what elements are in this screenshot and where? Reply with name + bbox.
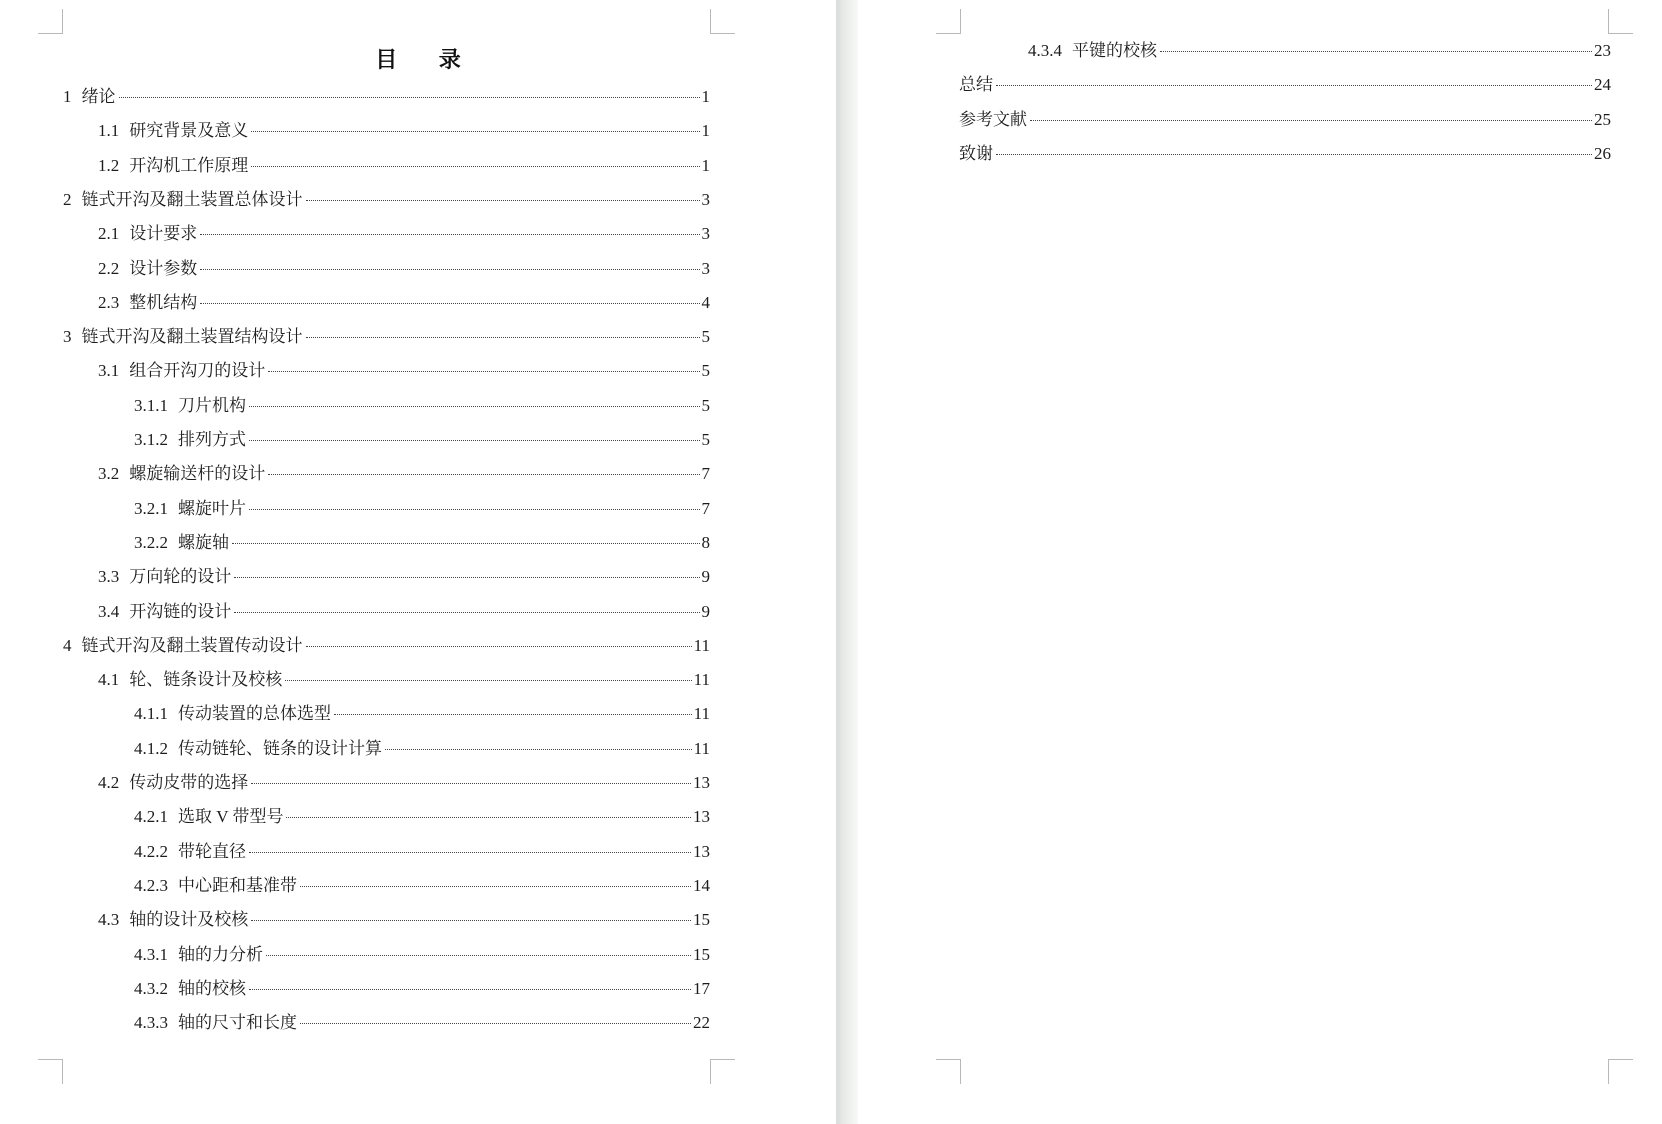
toc-entry-title: 链式开沟及翻土装置总体设计	[81, 189, 303, 209]
dot-leader	[200, 269, 699, 270]
toc-entry-title: 轴的力分析	[178, 944, 263, 964]
toc-entry-title: 开沟链的设计	[129, 601, 232, 621]
toc-entry-number: 3.1.2	[134, 430, 168, 449]
toc-entry-page: 23	[1594, 41, 1611, 60]
toc-entry-number: 4	[63, 635, 72, 655]
toc-entry-title: 平键的校核	[1072, 41, 1157, 60]
dot-leader	[996, 85, 1592, 86]
crop-mark-top-right	[710, 9, 735, 34]
toc-entry-number: 2.1	[98, 224, 120, 244]
toc-entry[interactable]	[134, 841, 710, 863]
toc-entry-title: 螺旋输送杆的设计	[129, 464, 266, 484]
toc-entry[interactable]	[134, 978, 710, 1000]
toc-entry-page: 4	[701, 292, 710, 312]
toc-entry[interactable]	[98, 223, 710, 245]
dot-leader	[249, 509, 700, 510]
toc-entry-title: 链式开沟及翻土装置结构设计	[81, 327, 303, 347]
toc-entry-number: 2	[63, 189, 72, 209]
crop-mark-bottom-left	[38, 1059, 63, 1084]
toc-entry-page: 8	[701, 532, 710, 552]
toc-entry[interactable]	[63, 86, 710, 108]
dot-leader	[251, 920, 691, 921]
dot-leader	[300, 886, 691, 887]
toc-entry-title: 总结	[959, 75, 993, 95]
crop-mark-bottom-left	[936, 1059, 961, 1084]
toc-entry-title: 螺旋轴	[178, 532, 229, 552]
toc-page-right	[858, 0, 1662, 1124]
toc-entry-title: 轴的校核	[178, 978, 246, 998]
toc-entry-number: 4.3.1	[134, 944, 168, 964]
toc-entry-title: 螺旋叶片	[178, 498, 246, 518]
toc-entry[interactable]	[98, 909, 710, 931]
toc-entry-title: 设计参数	[129, 258, 198, 278]
toc-entry-title: 整机结构	[129, 292, 198, 312]
toc-entry-number: 3.2.1	[134, 498, 168, 518]
toc-entry-page: 3	[701, 189, 710, 209]
dot-leader	[119, 97, 700, 98]
dot-leader	[306, 646, 692, 647]
crop-mark-bottom-right	[1608, 1059, 1633, 1084]
toc-entry-page: 7	[701, 498, 710, 518]
toc-entry[interactable]	[63, 635, 710, 657]
toc-entry-page: 5	[701, 395, 710, 415]
toc-entry-page: 1	[701, 121, 710, 141]
toc-entry-title: 刀片机构	[178, 395, 246, 415]
toc-entry-title: 传动皮带的选择	[129, 773, 249, 792]
toc-entry-title: 轮、链条设计及校核	[129, 670, 283, 690]
toc-entry-title: 参考文献	[959, 109, 1027, 129]
dot-leader	[251, 783, 691, 784]
toc-entry[interactable]	[63, 189, 710, 211]
dot-leader	[234, 577, 699, 578]
toc-entry[interactable]	[959, 143, 1611, 165]
toc-entry-number: 4.1.2	[134, 738, 168, 758]
toc-entry-page: 25	[1594, 109, 1611, 129]
toc-entry-title: 绪论	[81, 87, 116, 106]
toc-entry-title: 组合开沟刀的设计	[129, 361, 266, 381]
toc-entry[interactable]	[134, 944, 710, 966]
toc-entry-page: 5	[701, 327, 710, 347]
toc-entry-page: 22	[693, 1013, 710, 1033]
dot-leader	[266, 955, 691, 956]
toc-entry-page: 24	[1594, 75, 1611, 95]
toc-entry-title: 排列方式	[178, 430, 246, 449]
dot-leader	[300, 1023, 691, 1024]
dot-leader	[200, 303, 699, 304]
dot-leader	[306, 200, 700, 201]
toc-entry[interactable]	[63, 326, 710, 348]
toc-entry-number: 4.2.2	[134, 841, 168, 861]
toc-entry-title: 万向轮的设计	[129, 567, 232, 587]
toc-entry-page: 17	[693, 978, 710, 998]
toc-entry-title: 中心距和基准带	[178, 875, 297, 895]
toc-entry-page: 13	[693, 807, 710, 827]
toc-entry[interactable]	[134, 395, 710, 417]
toc-entry-title: 设计要求	[129, 224, 198, 244]
toc-entry[interactable]	[98, 292, 710, 314]
toc-entry[interactable]	[98, 120, 710, 142]
toc-entry-page: 11	[693, 670, 710, 690]
toc-entry-title: 链式开沟及翻土装置传动设计	[81, 635, 303, 655]
dot-leader	[249, 989, 691, 990]
toc-entry-number: 3.2	[98, 464, 120, 484]
toc-entry[interactable]	[134, 1012, 710, 1034]
toc-entry-title: 研究背景及意义	[129, 121, 249, 141]
toc-entry-title: 轴的设计及校核	[129, 910, 249, 930]
toc-entry-page: 14	[693, 875, 710, 895]
toc-entry-title: 带轮直径	[178, 841, 246, 861]
toc-entry-page: 15	[693, 910, 710, 930]
toc-entry[interactable]	[134, 532, 710, 554]
toc-entry[interactable]	[134, 738, 710, 760]
toc-entry[interactable]	[134, 806, 710, 828]
crop-mark-top-right	[1608, 9, 1633, 34]
dot-leader	[251, 166, 699, 167]
toc-entry[interactable]	[98, 463, 710, 485]
toc-entry-page: 26	[1594, 143, 1611, 163]
dot-leader	[385, 749, 692, 750]
toc-entry-number: 4.3	[98, 910, 120, 930]
crop-mark-bottom-right	[710, 1059, 735, 1084]
toc-entry-page: 9	[701, 567, 710, 587]
toc-entry-page: 11	[693, 704, 710, 724]
toc-entry-page: 11	[693, 635, 710, 655]
toc-entry-number: 1	[63, 87, 72, 106]
crop-mark-top-left	[936, 9, 961, 34]
toc-entry-number: 4.3.2	[134, 978, 168, 998]
toc-entry-number: 4.3.3	[134, 1013, 168, 1033]
toc-entry-page: 5	[701, 430, 710, 449]
page-gutter	[836, 0, 858, 1124]
dot-leader	[996, 154, 1592, 155]
toc-entry-page: 5	[701, 361, 710, 381]
toc-entry-number: 3.1	[98, 361, 120, 381]
dot-leader	[1160, 51, 1592, 52]
dot-leader	[268, 474, 699, 475]
toc-entry[interactable]	[98, 566, 710, 588]
dot-leader	[1030, 120, 1592, 121]
toc-entry-number: 4.3.4	[1028, 41, 1062, 60]
dot-leader	[232, 543, 700, 544]
dot-leader	[249, 406, 700, 407]
toc-entry-page: 7	[701, 464, 710, 484]
toc-entry[interactable]	[134, 875, 710, 897]
toc-entry[interactable]	[959, 109, 1611, 131]
toc-entry-number: 2.3	[98, 292, 120, 312]
toc-entry-page: 13	[693, 841, 710, 861]
toc-entry-page: 1	[701, 155, 710, 175]
dot-leader	[334, 714, 692, 715]
toc-entry-page: 3	[701, 224, 710, 244]
toc-entry[interactable]	[98, 155, 710, 177]
toc-entry-number: 4.2.3	[134, 875, 168, 895]
dot-leader	[200, 234, 699, 235]
toc-entry-page: 1	[701, 87, 710, 106]
toc-entry-number: 4.2	[98, 773, 120, 792]
toc-entry-number: 1.1	[98, 121, 120, 141]
toc-entry-page: 11	[693, 738, 710, 758]
dot-leader	[286, 817, 691, 818]
toc-entry-title: 轴的尺寸和长度	[178, 1013, 297, 1033]
toc-entry-title: 致谢	[959, 143, 993, 163]
dot-leader	[249, 440, 700, 441]
toc-entry-page: 15	[693, 944, 710, 964]
toc-entry-number: 1.2	[98, 155, 120, 175]
crop-mark-top-left	[38, 9, 63, 34]
toc-entry-number: 4.2.1	[134, 807, 168, 827]
toc-entry-number: 3.2.2	[134, 532, 168, 552]
toc-entry-title: 传动装置的总体选型	[178, 704, 331, 724]
toc-title: 目 录	[375, 47, 479, 72]
toc-entry-number: 3.4	[98, 601, 120, 621]
dot-leader	[268, 371, 699, 372]
toc-entry[interactable]	[98, 772, 710, 794]
toc-entry-page: 13	[693, 773, 710, 792]
toc-entry[interactable]	[98, 360, 710, 382]
toc-entry-title: 传动链轮、链条的设计计算	[178, 738, 382, 758]
toc-entry-page: 9	[701, 601, 710, 621]
dot-leader	[285, 680, 691, 681]
toc-entry[interactable]	[98, 601, 710, 623]
toc-entry[interactable]	[1028, 40, 1611, 62]
toc-entry[interactable]	[134, 498, 710, 520]
dot-leader	[249, 852, 691, 853]
toc-entry-title: 开沟机工作原理	[129, 155, 249, 175]
dot-leader	[234, 612, 699, 613]
toc-entry-number: 3.3	[98, 567, 120, 587]
toc-entry-number: 4.1.1	[134, 704, 168, 724]
toc-entry[interactable]	[134, 429, 710, 451]
toc-entry-title: 选取 V 带型号	[178, 807, 284, 827]
toc-entry-number: 3.1.1	[134, 395, 168, 415]
toc-entry[interactable]	[98, 669, 710, 691]
toc-entry-page: 3	[701, 258, 710, 278]
toc-entry[interactable]	[959, 74, 1611, 96]
toc-entry-number: 3	[63, 327, 72, 347]
dot-leader	[306, 337, 700, 338]
toc-entry[interactable]	[98, 258, 710, 280]
toc-entry[interactable]	[134, 703, 710, 725]
toc-entry-number: 2.2	[98, 258, 120, 278]
dot-leader	[251, 131, 699, 132]
toc-entry-number: 4.1	[98, 670, 120, 690]
